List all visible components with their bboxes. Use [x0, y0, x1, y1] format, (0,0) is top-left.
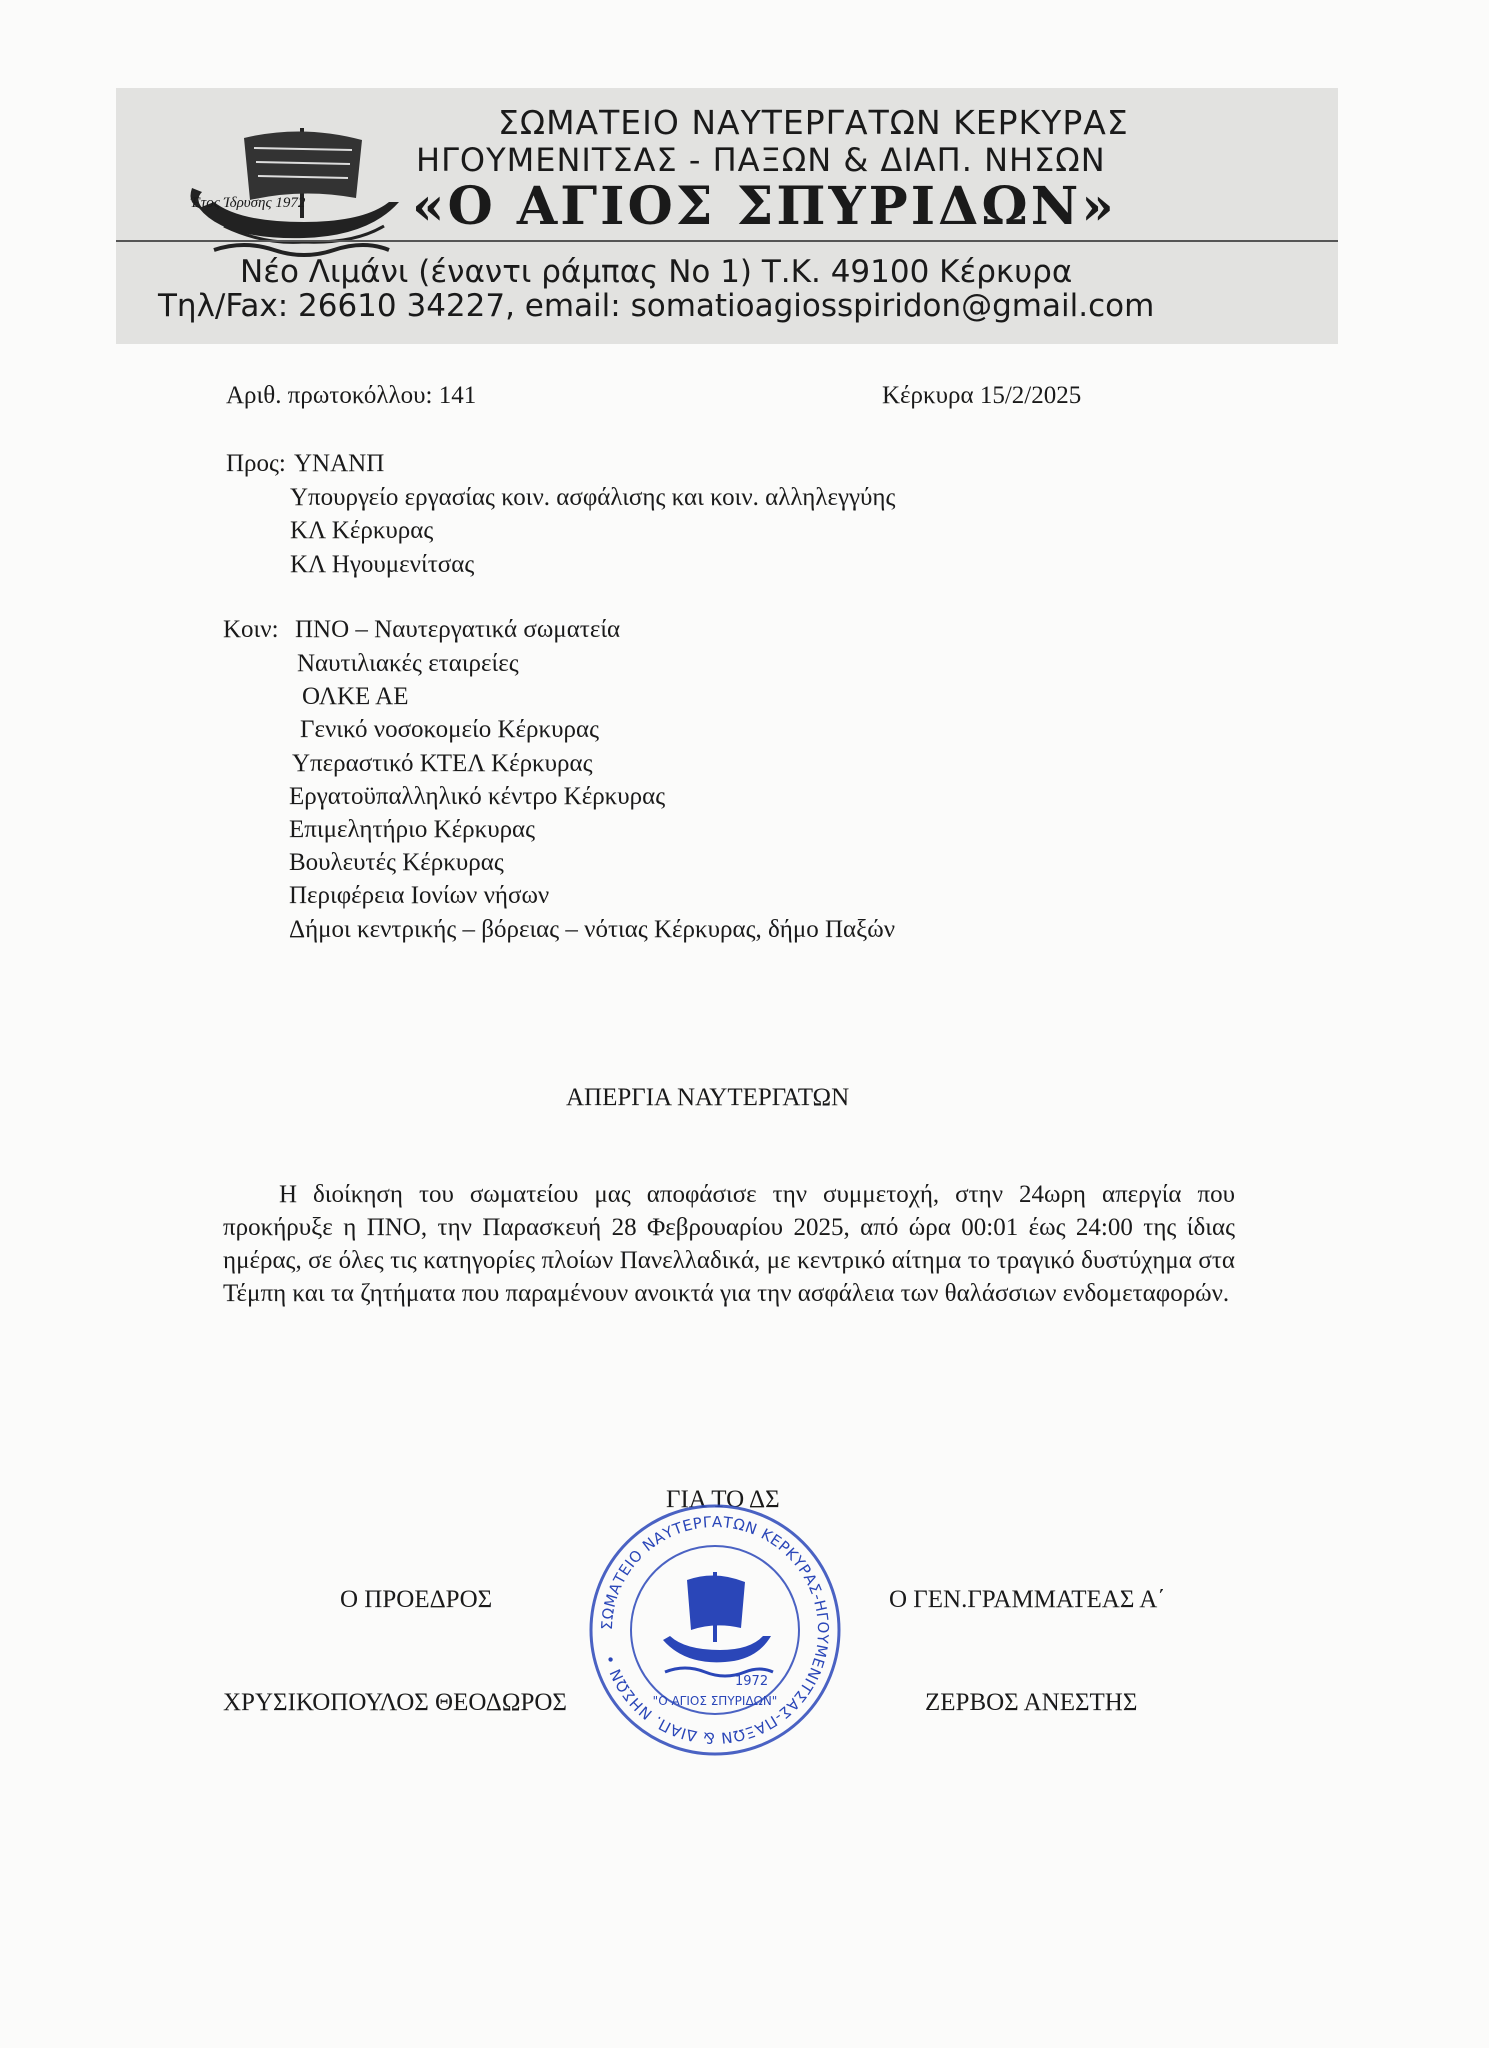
- cc-item: Δήμοι κεντρικής – βόρειας – νότιας Κέρκυρας, δήμο Παξών: [289, 916, 896, 943]
- union-name-line1: ΣΩΜΑΤΕΙΟ ΝΑΥΤΕΡΓΑΤΩΝ ΚΕΡΚΥΡΑΣ: [498, 103, 1129, 142]
- cc-label: Κοιν:: [223, 616, 279, 643]
- cc-item: ΠΝΟ – Ναυτεργατικά σωματεία: [295, 616, 621, 643]
- recipient-item: Υπουργείο εργασίας κοιν. ασφάλισης και κοιν. αλληλεγγύης: [290, 484, 896, 511]
- stamp-ring-text: ΣΩΜΑΤΕΙΟ ΝΑΥΤΕΡΓΑΤΩΝ ΚΕΡΚΥΡΑΣ-ΗΓΟΥΜΕΝΙΤΣΑΣ-ΠΑΞΩΝ & ΔΙΑΠ. ΝΗΣΩΝ •: [597, 1512, 833, 1748]
- place-date: Κέρκυρα 15/2/2025: [882, 382, 1082, 409]
- president-title: Ο ΠΡΟΕΔΡΟΣ: [340, 1586, 493, 1613]
- protocol-number: Αριθ. πρωτοκόλλου: 141: [226, 382, 477, 409]
- union-stamp: [585, 1500, 845, 1760]
- secretary-name: ΖΕΡΒΟΣ ΑΝΕΣΤΗΣ: [925, 1689, 1138, 1716]
- cc-item: Γενικό νοσοκομείο Κέρκυρας: [300, 716, 599, 743]
- secretary-title: Ο ΓΕΝ.ΓΡΑΜΜΑΤΕΑΣ Α΄: [889, 1586, 1166, 1613]
- recipient-item: ΚΛ Ηγουμενίτσας: [290, 551, 475, 578]
- subject-heading: ΑΠΕΡΓΙΑ ΝΑΥΤΕΡΓΑΤΩΝ: [566, 1084, 850, 1111]
- union-title: «Ο ΑΓΙΟΣ ΣΠΥΡΙΔΩΝ»: [412, 176, 1117, 237]
- founded-text: Έτος Ίδρυσης 1972: [190, 195, 306, 211]
- cc-item: Ναυτιλιακές εταιρείες: [297, 650, 519, 677]
- union-name-line2: ΗΓΟΥΜΕΝΙΤΣΑΣ - ΠΑΞΩΝ & ΔΙΑΠ. ΝΗΣΩΝ: [416, 141, 1106, 179]
- stamp-inner-text: "Ο ΑΓΙΟΣ ΣΠΥΡΙΔΩΝ": [652, 1694, 778, 1708]
- cc-item: Περιφέρεια Ιονίων νήσων: [289, 882, 550, 909]
- cc-item: ΟΛΚΕ ΑΕ: [302, 683, 409, 710]
- ship-logo-icon: [184, 110, 414, 270]
- cc-item: Υπεραστικό ΚΤΕΛ Κέρκυρας: [292, 750, 593, 777]
- cc-item: Βουλευτές Κέρκυρας: [289, 849, 504, 876]
- cc-item: Εργατοϋπαλληλικό κέντρο Κέρκυρας: [289, 783, 666, 810]
- address: Νέο Λιμάνι (έναντι ράμπας Νο 1) Τ.Κ. 49100 Κέρκυρα: [240, 254, 1073, 290]
- stamp-ship-icon: [663, 1572, 773, 1676]
- president-name: ΧΡΥΣΙΚΟΠΟΥΛΟΣ ΘΕΟΔΩΡΟΣ: [223, 1689, 567, 1716]
- to-label: Προς:: [226, 450, 286, 477]
- contact-line: Τηλ/Fax: 26610 34227, email: somatioagiosspiridon@gmail.com: [158, 288, 1155, 324]
- body-text: Η διοίκηση του σωματείου μας αποφάσισε την συμμετοχή, στην 24ωρη απεργία που προκήρυξε η ΠΝΟ, την Παρασκευή 28 Φεβρουαρίου 2025, από ώρα 00:01 έως 24:00 της ίδιας ημέρας, σε όλες τις κατηγορίες πλοίων Πανελλαδικά, με κεντρικό αίτημα το τραγικό δυστύχημα στα Τέμπη και τα ζητήματα που παραμένουν ανοικτά για την ασφάλεια των θαλάσσιων ενδομεταφορών.: [223, 1181, 1235, 1307]
- body-paragraph: [223, 1178, 1235, 1310]
- for-board: ΓΙΑ ΤΟ ΔΣ: [666, 1486, 780, 1513]
- stamp-year: 1972: [735, 1674, 769, 1689]
- recipient-item: ΚΛ Κέρκυρας: [290, 517, 434, 544]
- cc-item: Επιμελητήριο Κέρκυρας: [289, 816, 536, 843]
- letterhead: [116, 88, 1338, 344]
- recipient-item: ΥΝΑΝΠ: [294, 450, 385, 477]
- header-divider: [116, 240, 1338, 242]
